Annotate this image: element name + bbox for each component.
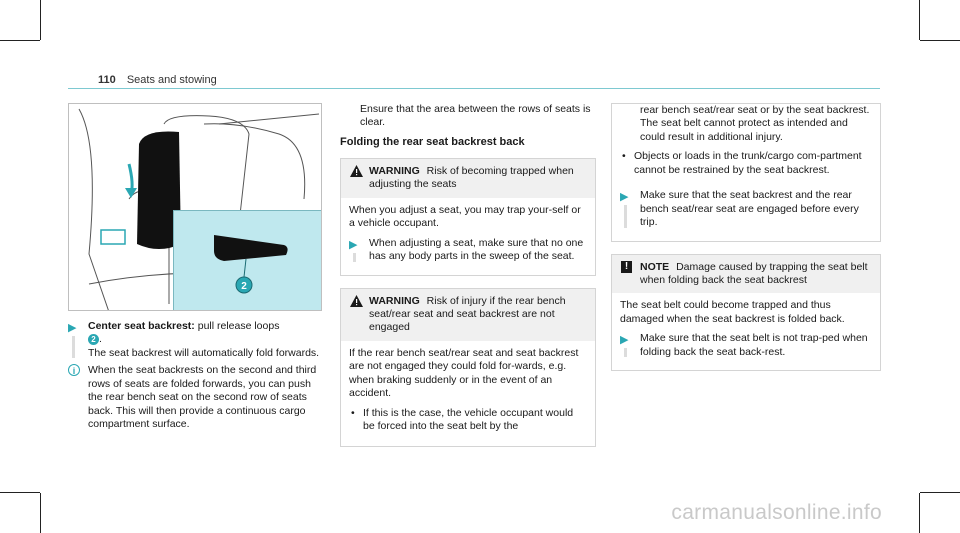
step-bar — [624, 205, 627, 227]
notice-label: NOTE — [640, 260, 670, 273]
crop-mark — [0, 492, 40, 493]
step-arrow-icon: ▶ — [620, 334, 629, 347]
warning-header — [341, 289, 595, 341]
crop-mark — [919, 0, 920, 40]
warning-text: If the rear bench seat/rear seat and seat backrest are not engaged they could fold for-wards, e.g. when braking suddenly or in the event of an accident. — [349, 346, 579, 400]
warning-box-injury — [340, 288, 596, 447]
warning-box-continued — [611, 103, 881, 242]
header-rule — [68, 88, 880, 89]
step-bar — [624, 348, 627, 357]
crop-mark — [0, 40, 40, 41]
notice-box — [611, 254, 881, 372]
warning-body — [341, 198, 595, 275]
step-arrow-icon: ▶ — [349, 238, 358, 251]
figure-callout: 2 — [241, 281, 247, 292]
seat-illustration — [68, 103, 322, 311]
crop-mark — [40, 0, 41, 40]
step-text: pull release loops — [197, 320, 280, 332]
info-note — [68, 364, 324, 431]
step-text: Make sure that the seat belt is not trap-ped when folding back the seat back-rest. — [640, 332, 868, 358]
warning-text: When you adjust a seat, you may trap your-self or a vehicle occupant. — [349, 203, 581, 230]
step-dot: . — [99, 333, 102, 346]
step-text: When adjusting a seat, make sure that no one has any body parts in the sweep of the seat. — [369, 236, 584, 263]
warning-header — [341, 159, 595, 198]
notice-text: The seat belt could become trapped and thus damaged when the seat backrest is folded back. — [620, 299, 845, 325]
crop-mark — [920, 40, 960, 41]
notice-icon: ! — [621, 261, 632, 273]
warning-icon — [350, 295, 363, 307]
notice-title: Damage caused by trapping the seat belt when folding back the seat backrest — [640, 260, 868, 286]
watermark: carmanualsonline.info — [671, 501, 882, 524]
crop-mark — [920, 492, 960, 493]
crop-mark — [40, 493, 41, 533]
step-label: Center seat backrest: — [88, 320, 195, 332]
warning-bullet: • If this is the case, the vehicle occupant would be forced into the seat belt by the — [349, 407, 587, 434]
warning-icon — [350, 165, 363, 177]
warning-body — [612, 104, 880, 241]
column-1 — [68, 320, 324, 432]
instruction-step — [620, 189, 872, 229]
section-heading: Folding the rear seat backrest back — [340, 135, 525, 148]
step-arrow-icon: ▶ — [620, 191, 629, 204]
warning-title: Risk of becoming trapped when adjusting the seats — [369, 164, 574, 191]
release-loop-inset — [173, 210, 322, 311]
crop-mark — [919, 493, 920, 533]
callout-badge: 2 — [88, 334, 99, 345]
warning-label: WARNING — [369, 164, 420, 177]
page-number: 110 — [98, 74, 116, 86]
column-3 — [611, 103, 881, 383]
warning-bullet: • Objects or loads in the trunk/cargo com-partment cannot be restrained by the seat backrest. — [620, 150, 872, 177]
page-header — [98, 73, 217, 87]
step-bar — [72, 336, 75, 358]
warning-body — [341, 341, 595, 446]
instruction-step — [68, 320, 324, 360]
warning-box-trapped — [340, 158, 596, 276]
step-arrow-icon: ▶ — [68, 322, 77, 334]
step-text: Make sure that the seat backrest and the rear bench seat/rear seat are engaged before every trip. — [640, 189, 859, 229]
warning-title: Risk of injury if the rear bench seat/rear seat and seat backrest are not engaged — [369, 294, 566, 334]
warning-text: rear bench seat/rear seat or by the seat backrest. The seat belt cannot protect as intended and could result in additional injury. — [640, 104, 870, 143]
instruction-step — [349, 237, 587, 264]
note-text: When the seat backrests on the second and third rows of seats are folded forwards, you can push the rear bench seat on the second row of seats back. This will then provide a continuous cargo compartment surface. — [88, 364, 317, 431]
warning-label: WARNING — [369, 294, 420, 307]
instruction-step — [620, 332, 872, 359]
intro-text: Ensure that the area between the rows of seats is clear. — [360, 103, 591, 129]
notice-body — [612, 293, 880, 370]
info-icon: i — [68, 364, 80, 376]
section-title: Seats and stowing — [126, 74, 217, 86]
notice-header — [612, 255, 880, 294]
step-bar — [353, 253, 356, 262]
step-result: The seat backrest will automatically fold forwards. — [88, 346, 320, 359]
release-loop-drawing — [174, 211, 322, 311]
column-2 — [340, 103, 596, 459]
